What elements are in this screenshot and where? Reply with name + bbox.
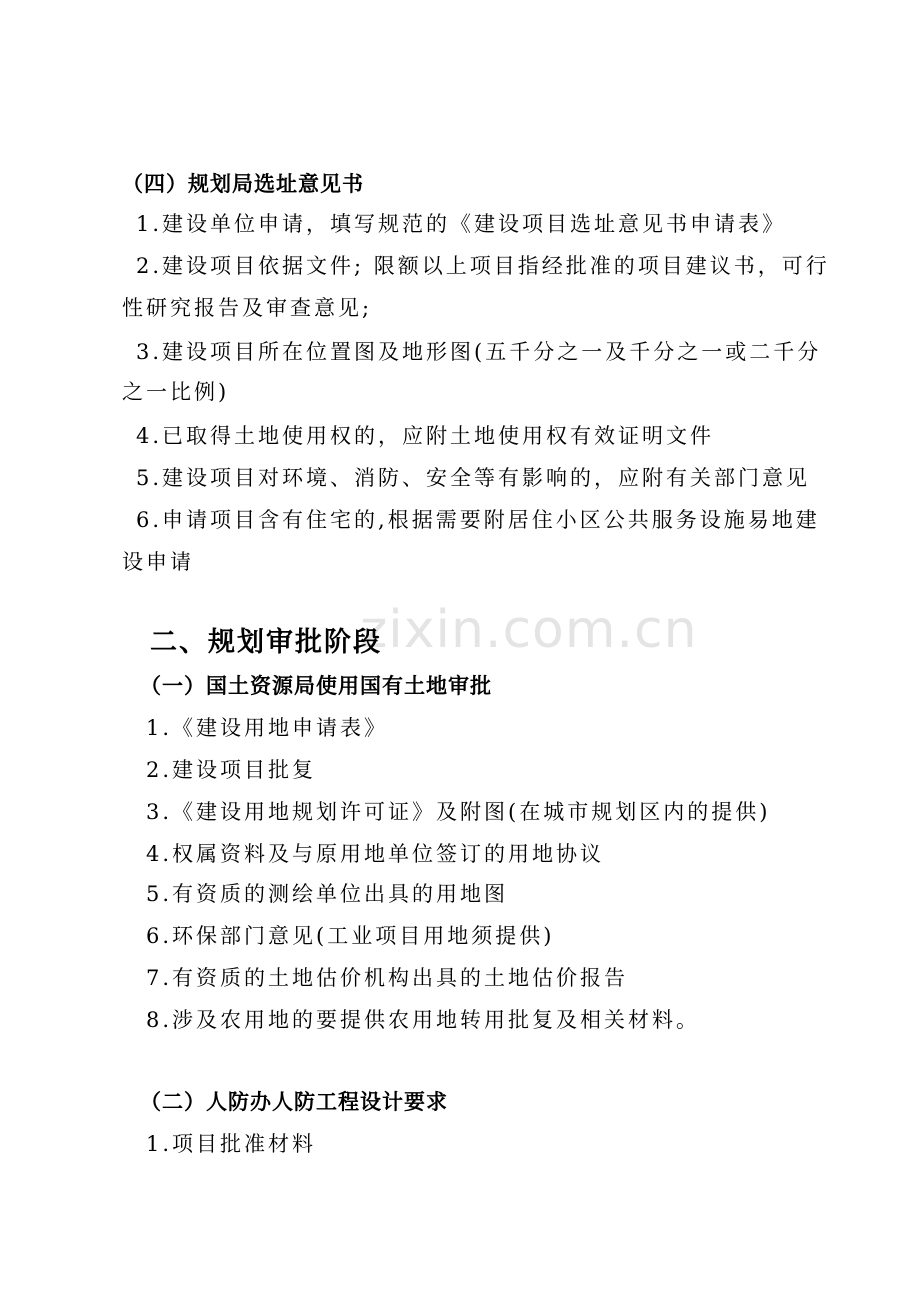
list-item: 7.有资质的土地估价机构出具的土地估价报告 (146, 966, 629, 990)
heading-planning-approval-stage: 二、规划审批阶段 (150, 627, 382, 658)
list-item: 4.已取得土地使用权的，应附土地使用权有效证明文件 (136, 424, 715, 448)
list-item: 5.有资质的测绘单位出具的用地图 (146, 882, 509, 906)
list-item-continuation: 设申请 (122, 550, 194, 574)
list-item: 6.申请项目含有住宅的,根据需要附居住小区公共服务设施易地建 (136, 508, 820, 532)
subsection-title-land-approval: （一）国土资源局使用国有土地审批 (140, 674, 492, 698)
list-item: 3.《建设用地规划许可证》及附图(在城市规划区内的提供) (146, 800, 771, 824)
list-item: 3.建设项目所在位置图及地形图(五千分之一及千分之一或二千分 (136, 340, 822, 364)
list-item: 8.涉及农用地的要提供农用地转用批复及相关材料。 (146, 1008, 701, 1032)
watermark: zixin.com.cn (360, 600, 698, 660)
list-item: 2.建设项目批复 (146, 758, 317, 782)
section-title-site-selection: （四）规划局选址意见书 (122, 172, 364, 196)
list-item: 1.《建设用地申请表》 (146, 716, 389, 740)
list-item: 1.建设单位申请，填写规范的《建设项目选址意见书申请表》 (136, 212, 787, 236)
subsection-title-civil-defense: （二）人防办人防工程设计要求 (140, 1090, 448, 1114)
list-item: 2.建设项目依据文件; 限额以上项目指经批准的项目建议书，可行 (136, 254, 830, 278)
list-item-continuation: 性研究报告及审查意见; (122, 296, 373, 320)
list-item: 6.环保部门意见(工业项目用地须提供) (146, 924, 555, 948)
list-item-continuation: 之一比例) (122, 380, 230, 404)
list-item: 1.项目批准材料 (146, 1132, 317, 1156)
list-item: 4.权属资料及与原用地单位签订的用地协议 (146, 842, 605, 866)
list-item: 5.建设项目对环境、消防、安全等有影响的，应附有关部门意见 (136, 466, 811, 490)
